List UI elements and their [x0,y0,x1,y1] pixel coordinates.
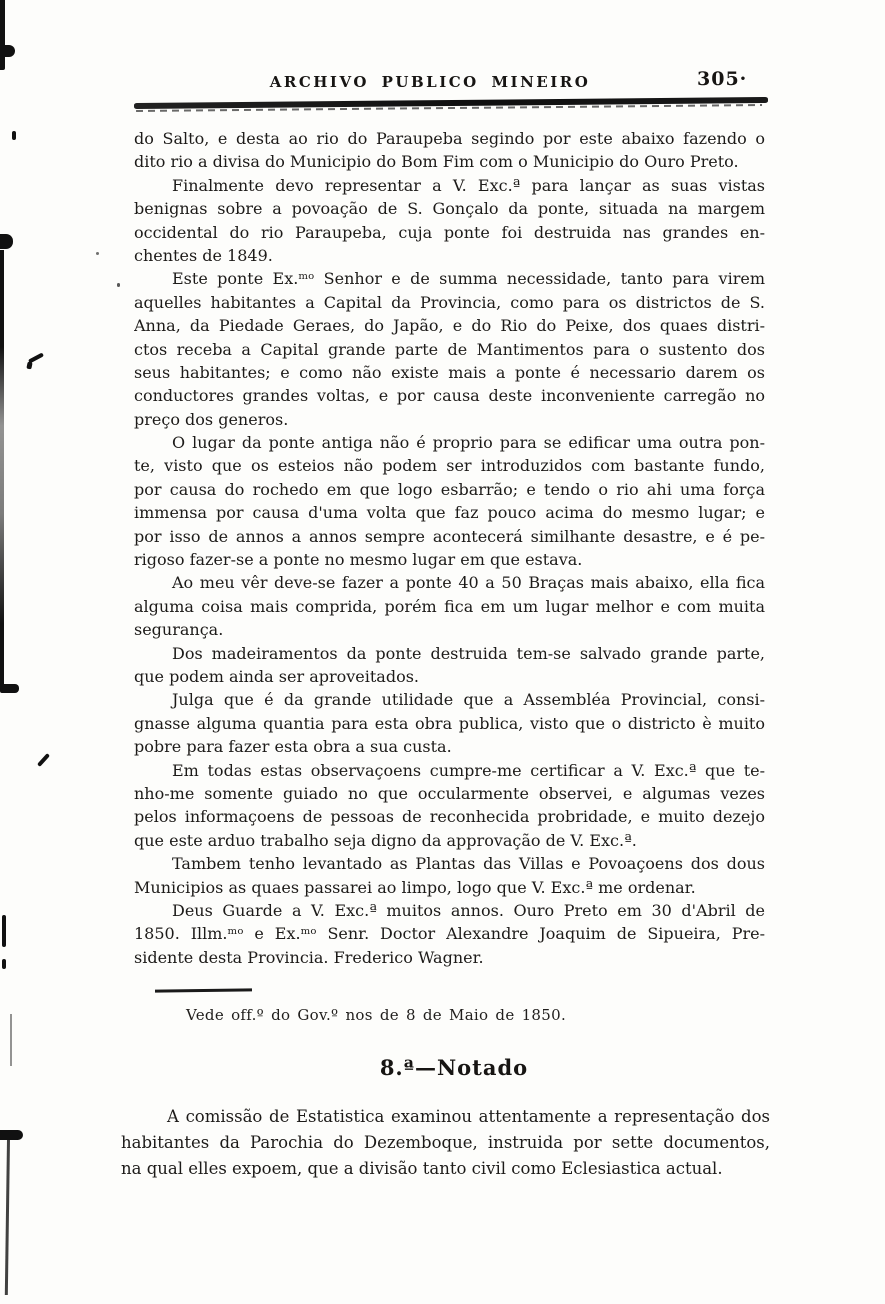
text-line: benignas sobre a povoação de S. Gonçalo da ponte, situada na margem [134,199,765,219]
footnote-text: Vede off.º do Gov.º nos de 8 de Maio de 1850. [186,1006,567,1024]
text-line: preço dos generos. [134,409,289,429]
text-line: seus habitantes; e como não existe mais a ponte é necessario darem os [134,362,765,382]
text-line: ctos receba a Capital grande parte de Mantimentos para o sustento dos [134,339,765,359]
text-line: 1850. Illm.ᵐᵒ e Ex.ᵐᵒ Senr. Doctor Alexandre Joaquim de Sipueira, Pre- [134,924,765,944]
page-number: 305· [697,68,748,90]
scan-artifact-blob [0,234,13,249]
text-line: na qual elles expoem, que a divisão tanto civil como Eclesiastica actual. [121,1159,723,1178]
scan-artifact-dot-lower [2,959,6,969]
text-line: O lugar da ponte antiga não é proprio para se edificar uma outra pon- [172,433,765,453]
scan-artifact-line-foot [0,684,19,693]
section-heading: 8.ª—Notado [379,1055,529,1080]
footnote-separator-rule [155,988,252,992]
scan-artifact-faint-line [10,1014,12,1066]
text-line: aquelles habitantes a Capital da Provincia, como para os districtos de S. [134,292,765,312]
text-line: Tambem tenho levantado as Plantas das Villas e Povoaçoens dos dous [172,854,765,874]
text-line: occidental do rio Paraupeba, cuja ponte foi destruida nas grandes en- [134,222,765,242]
scan-artifact-speck [117,283,120,287]
document-body [134,127,765,969]
scan-artifact-dot [12,131,16,140]
scan-artifact-cross-tail [5,1139,10,1295]
text-line: alguma coisa mais comprida, porém fica em um lugar melhor e com muita [134,596,765,616]
text-line: Finalmente devo representar a V. Exc.ª para lançar as suas vistas [172,175,765,195]
text-line: Julga que é da grande utilidade que a Assembléa Provincial, consi- [172,690,765,710]
scan-artifact-speck [96,252,99,255]
scan-artifact-top-blob [0,45,15,57]
scan-artifact-dash [2,915,6,947]
text-line: dito rio a divisa do Municipio do Bom Fim com o Municipio do Ouro Preto. [134,152,739,172]
header-rule [134,97,768,109]
text-line: Este ponte Ex.ᵐᵒ Senhor e de summa necessidade, tanto para virem [172,269,765,289]
text-line: chentes de 1849. [134,245,273,265]
text-line: conductores grandes voltas, e por causa deste inconveniente carregão no [134,386,765,406]
text-line: que este arduo trabalho seja digno da approvação de V. Exc.ª. [134,830,637,850]
text-line: Deus Guarde a V. Exc.ª muitos annos. Ouro Preto em 30 d'Abril de [172,900,765,920]
next-section-paragraph [121,1104,770,1182]
text-line: que podem ainda ser aproveitados. [134,666,420,686]
text-line: segurança. [134,620,224,640]
text-line: Em todas estas observaçoens cumpre-me certificar a V. Exc.ª que te- [172,760,765,780]
text-line: pobre para fazer esta obra a sua custa. [134,737,452,757]
scan-artifact-slash-mark [37,753,50,767]
text-line: por causa do rochedo em que logo esbarrão; e tendo o rio ahi uma força [134,479,765,499]
text-line: Anna, da Piedade Geraes, do Japão, e do Rio do Peixe, dos quaes distri- [134,316,765,336]
text-line: habitantes da Parochia do Dezemboque, instruida por sette documentos, [121,1133,770,1152]
text-line: A comissão de Estatistica examinou attentamente a representação dos [167,1107,770,1126]
running-header-title: ARCHIVO PUBLICO MINEIRO [269,73,591,91]
scan-artifact-pen-tick-tail [26,362,32,370]
scan-artifact-cross-bar [0,1130,23,1140]
text-line: Municipios as quaes passarei ao limpo, logo que V. Exc.ª me ordenar. [134,877,696,897]
text-line: rigoso fazer-se a ponte no mesmo lugar em que estava. [134,550,583,570]
text-line: por isso de annos a annos sempre acontecerá similhante desastre, e é pe- [134,526,765,546]
text-line: immensa por causa d'uma volta que faz pouco acima do mesmo lugar; e [134,503,765,523]
scan-artifact-binding-line [0,250,4,690]
text-line: Ao meu vêr deve-se fazer a ponte 40 a 50 Braças mais abaixo, ella fica [172,573,765,593]
text-line: te, visto que os esteios não podem ser introduzidos com bastante fundo, [134,456,765,476]
text-line: nho-me somente guiado no que occularmente observei, e algumas vezes [134,783,765,803]
text-line: sidente desta Provincia. Frederico Wagner. [134,947,484,967]
text-line: pelos informaçoens de pessoas de reconhecida probridade, e muito dezejo [134,807,765,827]
text-line: gnasse alguma quantia para esta obra publica, visto que o districto è muito [134,713,765,733]
scan-artifact-top-line [0,0,5,70]
text-line: Dos madeiramentos da ponte destruida tem-se salvado grande parte, [172,643,765,663]
text-line: do Salto, e desta ao rio do Paraupeba segindo por este abaixo fazendo o [134,129,765,148]
